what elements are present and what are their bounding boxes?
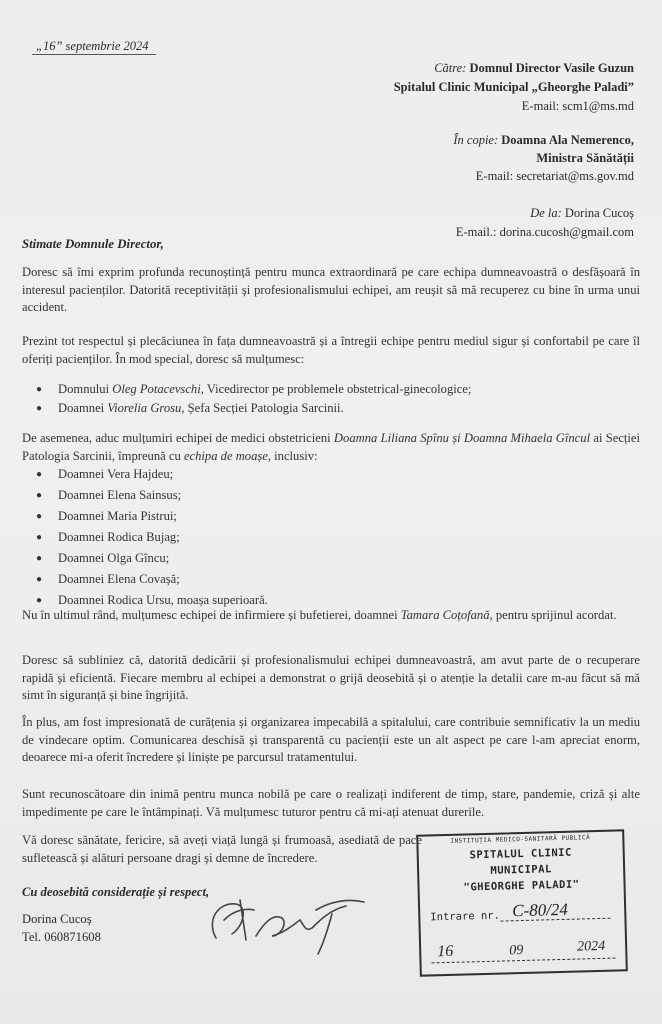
bullet-icon: ● (36, 469, 43, 480)
bullet-icon: ● (36, 511, 43, 522)
signer-phone: Tel. 060871608 (22, 930, 101, 944)
paragraph-2: Prezint tot respectul și plecăciunea în fața dumneavoastră și a întregii echipe pentru mediul sigur și confortabil pe care îl oferiți pacienților. În mod special, doresc să mulțumesc: (22, 334, 640, 366)
cc-label: În copie: (453, 133, 499, 147)
list-item: ● Domnului Oleg Potacevschi, Vicedirector pe problemele obstetrical-ginecologice; (36, 381, 471, 399)
registration-stamp (416, 829, 628, 976)
bullet-icon: ● (36, 574, 43, 585)
stamp-entry-number: C-80/24 (511, 899, 569, 921)
paragraph-7: Sunt recunoscătoare din inimă pentru munca nobilă pe care o realizați indiferent de timp, stare, pandemie, criză și alte impedimente pe care le întâmpinați. Vă mulțumesc tuturor pentru că mi-ați atenuat durerile. (22, 787, 640, 819)
bullet-icon: ● (36, 384, 43, 395)
to-name: Domnul Director Vasile Guzun (469, 61, 634, 75)
list-item: ● Doamnei Maria Pistrui; (36, 508, 177, 526)
paragraph-6: În plus, am fost impresionată de curățenia și organizarea impecabilă a spitalului, care contribuie semnificativ la un mediu de vindecare optim. Comunicarea deschisă și transparentă cu pacienții este un alt aspect pe care l-am apreciat enorm, deoarece mi-a oferit încredere și liniște pe parcursul tratamentului. (22, 715, 640, 764)
cc-name: Doamna Ala Nemerenco, (501, 133, 634, 147)
stamp-top-text: INSTITUȚIA MEDICO-SANITARĂ PUBLICĂ (450, 834, 591, 845)
letter-date: „16” septembrie 2024 (36, 39, 149, 53)
recipient-line (434, 62, 634, 75)
bullet-icon: ● (36, 532, 43, 543)
date-underline (32, 54, 156, 55)
from-line (530, 207, 634, 220)
handwritten-signature (196, 880, 376, 962)
stamp-day: 16 (437, 942, 454, 961)
cc-email: E-mail: secretariat@ms.gov.md (475, 169, 634, 183)
list-item: ● Doamnei Olga Gîncu; (36, 550, 169, 568)
bullet-icon: ● (36, 595, 43, 606)
from-label: De la: (530, 206, 562, 220)
stamp-date-line (432, 958, 616, 964)
bullet-icon: ● (36, 490, 43, 501)
to-label: Către: (434, 61, 467, 75)
list-item: ● Doamnei Vera Hajdeu; (36, 466, 173, 484)
cc-line (453, 134, 634, 147)
list-item: ● Doamnei Viorelia Grosu, Șefa Secției Patologia Sarcinii. (36, 400, 344, 418)
to-email: E-mail: scm1@ms.md (521, 99, 634, 113)
paragraph-5: Doresc să subliniez că, datorită dedicării și profesionalismului echipei dumneavoastră, am avut parte de o recuperare rapidă și eficientă. Fiecare membru al echipei a demonstrat o grijă deosebită și o atenție la detalii care m-au făcut să mă simt în siguranță și bine îngrijită. (22, 653, 640, 702)
stamp-entry-label: Intrare nr. (430, 909, 501, 924)
from-email: E-mail.: dorina.cucosh@gmail.com (455, 225, 634, 239)
paragraph-8: Vă doresc sănătate, fericire, să aveți viață lungă și frumoasă, asediată de pace sufletească și alături persoane dragi și demne de încredere. (22, 833, 422, 865)
stamp-line-1: SPITALUL CLINIC (469, 846, 573, 862)
bullet-icon: ● (36, 553, 43, 564)
salutation: Stimate Domnule Director, (22, 237, 164, 251)
stamp-line-3: "GHEORGHE PALADI" (463, 878, 580, 894)
bullet-icon: ● (36, 403, 43, 414)
paragraph-1: Doresc să îmi exprim profunda recunoștință pentru munca extraordinară pe care echipa dumneavoastră o desfășoară în interesul pacienților. Datorită receptivității și profesionalismului echipei, am reușit să mă recuperez cu bine în urma unui accident. (22, 265, 640, 314)
list-item: ● Doamnei Elena Covașă; (36, 571, 180, 589)
list-item: ● Doamnei Rodica Bujag; (36, 529, 180, 547)
paragraph-4: Nu în ultimul rând, mulțumesc echipei de infirmiere și bufetierei, doamnei Tamara Coțofană, pentru sprijinul acordat. (22, 608, 617, 622)
stamp-line-2: MUNICIPAL (490, 863, 552, 877)
signer-name: Dorina Cucoș (22, 912, 92, 926)
to-institution: Spitalul Clinic Municipal „Gheorghe Paladi” (393, 80, 634, 94)
stamp-year: 2024 (576, 938, 606, 955)
list-item: ● Doamnei Elena Sainsus; (36, 487, 181, 505)
list-item: ● Doamnei Rodica Ursu, moașa superioară. (36, 592, 268, 610)
paragraph-3: De asemenea, aduc mulțumiri echipei de medici obstetricieni Doamna Liliana Spînu și Doamna Mihaela Gîncul ai Secției Patologia Sarcinii, împreună cu echipa de moașe, inclusiv: (22, 431, 640, 463)
from-name: Dorina Cucoș (564, 206, 634, 220)
stamp-month: 09 (509, 942, 524, 959)
cc-role: Ministra Sănătății (536, 151, 634, 165)
closing: Cu deosebită considerație și respect, (22, 885, 210, 899)
